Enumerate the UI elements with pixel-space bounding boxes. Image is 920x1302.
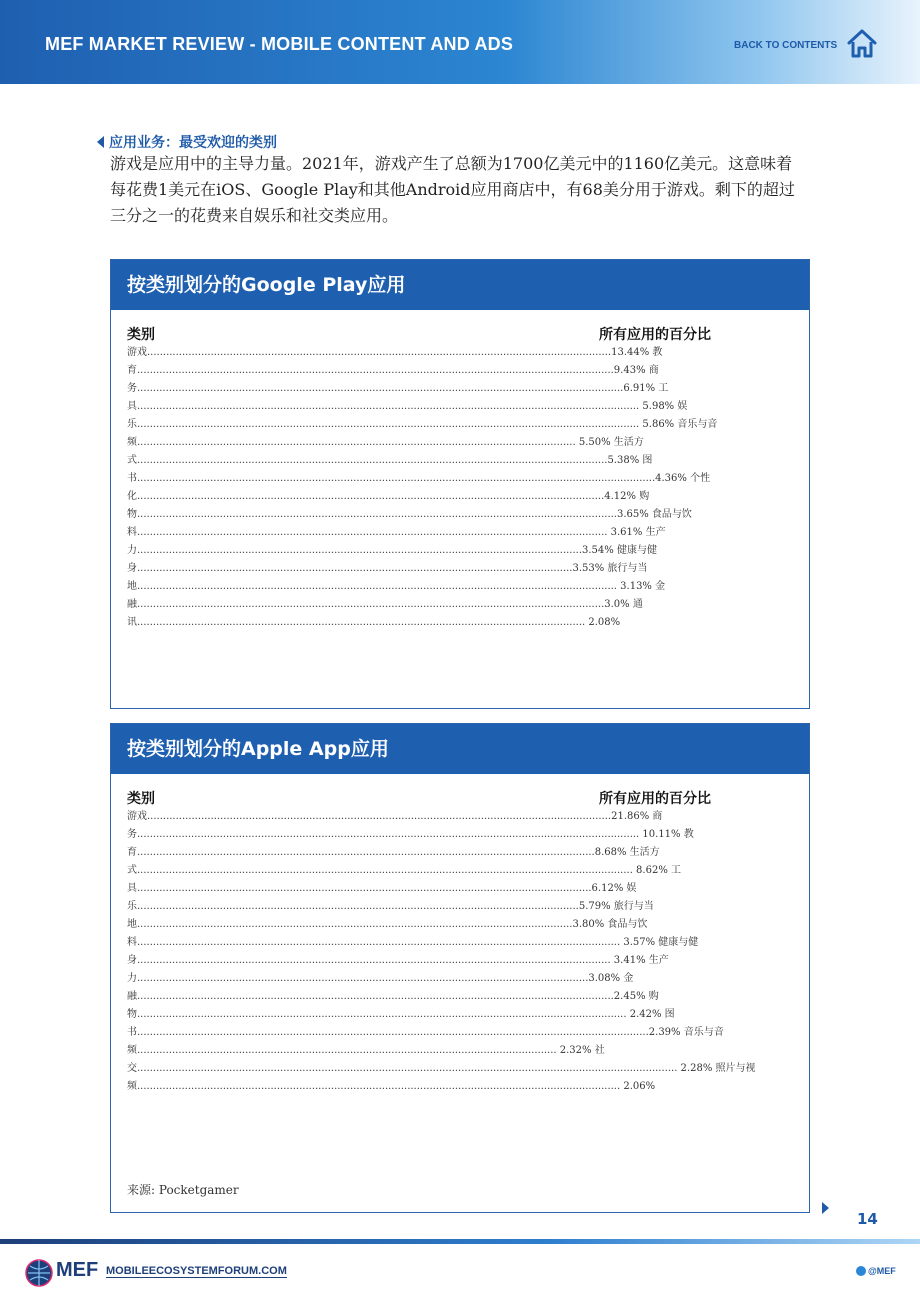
caret-left-icon — [97, 136, 104, 148]
google-play-category-list: 游戏..................................................................................................................................................13.44% 教育......................................................................................................................................................9.43% 商务.........................................................................................................................................................6.91% 工具.............................................................................................................................................................. 5.98% 娱乐.............................................................................................................................................................. 5.86% 音乐与音频.......................................................................................................................................... 5.50% 生活方式....................................................................................................................................................5.38% 图书...................................................................................................................................................................4.36% 个性化...................................................................................................................................................4.12% 购物.......................................................................................................................................................3.65% 食品与饮料.................................................................................................................................................... 3.61% 生产力............................................................................................................................................3.54% 健康与健身.........................................................................................................................................3.53% 旅行与当地....................................................................................................................................................... 3.13% 金融...................................................................................................................................................3.0% 通讯............................................................................................................................................. 2.08% — [127, 347, 718, 628]
footer-divider — [0, 1239, 920, 1244]
report-title: MEF MARKET REVIEW - MOBILE CONTENT AND ADS — [45, 34, 514, 54]
twitter-icon — [856, 1266, 866, 1276]
apple-app-panel — [110, 723, 810, 1213]
footer-social-handle[interactable] — [856, 1266, 896, 1276]
percent-header: 所有应用的百分比 — [599, 791, 711, 807]
intro-paragraph: 游戏是应用中的主导力量。2021年，游戏产生了总额为1700亿美元中的1160亿美元。这意味着每花费1美元在iOS、Google Play和其他Android应用商店中，有68美分用于游戏。剩下的超过三分之一的花费来自娱乐和社交类应用。 — [110, 154, 795, 225]
page-header — [0, 0, 920, 84]
mef-globe-logo-icon — [24, 1258, 54, 1288]
apple-app-panel-title: 按类别划分的Apple App应用 — [111, 724, 809, 774]
apple-app-column-headers — [111, 788, 809, 808]
percent-header: 所有应用的百分比 — [599, 327, 711, 343]
home-icon[interactable] — [846, 27, 878, 59]
next-page-arrow-icon[interactable] — [822, 1202, 829, 1214]
category-header: 类别 — [127, 327, 155, 343]
section-heading-text: 应用业务：最受欢迎的类别 — [109, 135, 277, 151]
google-play-panel-title: 按类别划分的Google Play应用 — [111, 260, 809, 310]
back-to-contents-link[interactable]: BACK TO CONTENTS — [734, 40, 838, 51]
source-note: 来源: Pocketgamer — [127, 1183, 239, 1197]
google-play-panel — [110, 259, 810, 709]
footer-social-text: @MEF — [868, 1266, 896, 1276]
footer-brand: MEF — [56, 1259, 99, 1281]
category-header: 类别 — [127, 791, 155, 807]
footer-website-link[interactable]: MOBILEECOSYSTEMFORUM.COM — [106, 1265, 287, 1277]
google-play-column-headers — [111, 324, 809, 344]
section-heading — [97, 132, 277, 152]
apple-app-category-list: 游戏..................................................................................................................................................21.86% 商务.............................................................................................................................................................. 10.11% 教育................................................................................................................................................8.68% 生活方式............................................................................................................................................................ 8.62% 工具...............................................................................................................................................6.12% 娱乐...........................................................................................................................................5.79% 旅行与当地.........................................................................................................................................3.80% 食品与饮料........................................................................................................................................................ 3.57% 健康与健身..................................................................................................................................................... 3.41% 生产力..............................................................................................................................................3.08% 金融......................................................................................................................................................2.45% 购物.......................................................................................................................................................... 2.42% 图书.................................................................................................................................................................2.39% 音乐与音频.................................................................................................................................... 2.32% 社交.......................................................................................................................................................................... 2.28% 照片与视频........................................................................................................................................................ 2.06% — [127, 811, 756, 1092]
page-number: 14 — [857, 1210, 878, 1228]
